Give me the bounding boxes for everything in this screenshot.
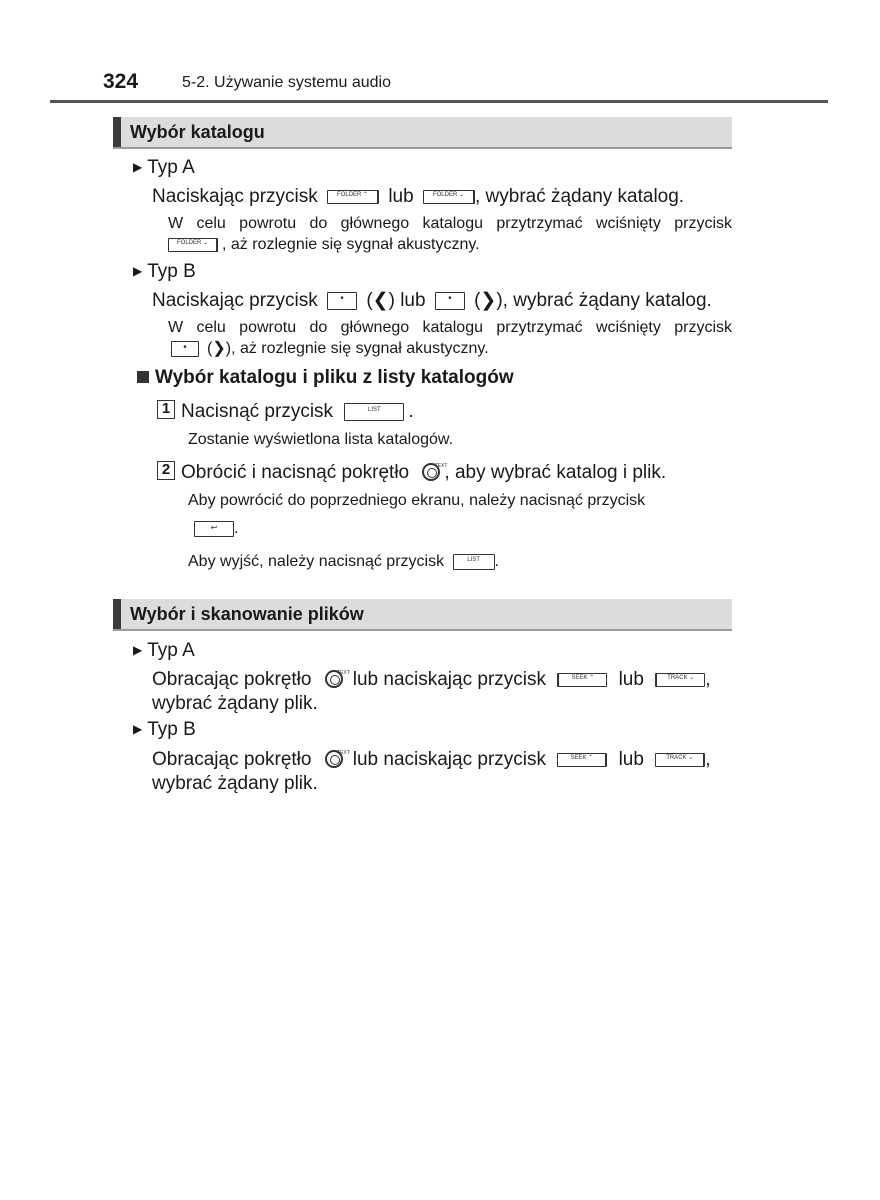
triangle-bullet-icon: ▶ bbox=[133, 264, 143, 278]
files-type-b-line1: Obracając pokrętło TEXT lub naciskając przycisk SEEK ⌃ lub TRACK ⌄ , bbox=[152, 749, 711, 770]
header-rule bbox=[50, 100, 828, 103]
folder-down-button-icon: FOLDER ⌄ bbox=[168, 238, 218, 252]
dot-button-icon: • bbox=[327, 292, 357, 310]
section-header-folder bbox=[113, 117, 732, 149]
dot-button-icon: • bbox=[171, 341, 199, 357]
type-b-note-line2: • (❯), aż rozlegnie się sygnał akustyczny. bbox=[171, 338, 489, 359]
list-button-icon: LIST bbox=[344, 403, 404, 421]
subsection-title: Wybór katalogu i pliku z listy katalogów bbox=[137, 366, 514, 390]
tune-knob-icon: TEXT bbox=[325, 670, 343, 688]
type-b-instruction: Naciskając przycisk • (❮) lub • (❯), wybrać żądany katalog. bbox=[152, 290, 712, 311]
tune-knob-icon: TEXT bbox=[422, 463, 440, 481]
type-a-instruction: Naciskając przycisk FOLDER ⌃ lub FOLDER ⌄ , wybrać żądany katalog. bbox=[152, 186, 685, 207]
files-type-b-line2: wybrać żądany plik. bbox=[152, 773, 318, 794]
type-a-note-line2: FOLDER ⌄ , aż rozlegnie się sygnał akustyczny. bbox=[168, 234, 480, 255]
type-b-note-line1: W celu powrotu do głównego katalogu przytrzymać wciśnięty przycisk bbox=[168, 319, 732, 336]
seek-button-icon: SEEK ⌃ bbox=[557, 753, 607, 767]
files-type-a-label: ▶ Typ A bbox=[133, 640, 195, 661]
files-type-a-line2: wybrać żądany plik. bbox=[152, 693, 318, 714]
files-type-b-label: ▶ Typ B bbox=[133, 719, 196, 740]
type-b-label: ▶ Typ B bbox=[133, 261, 196, 282]
track-button-icon: TRACK ⌄ bbox=[655, 673, 705, 687]
back-button-icon: ↩ bbox=[194, 521, 234, 537]
step-2: 2 Obrócić i nacisnąć pokrętło TEXT , aby wybrać katalog i plik. bbox=[157, 461, 666, 485]
folder-down-button-icon: FOLDER ⌄ bbox=[423, 190, 475, 204]
step-1-note: Zostanie wyświetlona lista katalogów. bbox=[188, 431, 454, 448]
triangle-bullet-icon: ▶ bbox=[133, 643, 143, 657]
section-bar bbox=[113, 117, 121, 147]
dot-button-icon: • bbox=[435, 292, 465, 310]
section-bar bbox=[113, 599, 121, 629]
section-title: Wybór i skanowanie plików bbox=[130, 604, 364, 624]
step-1: 1 Nacisnąć przycisk LIST . bbox=[157, 400, 414, 424]
chapter-title: 5-2. Używanie systemu audio bbox=[182, 74, 391, 91]
triangle-bullet-icon: ▶ bbox=[133, 160, 143, 174]
files-type-a-line1: Obracając pokrętło TEXT lub naciskając przycisk SEEK ⌃ lub TRACK ⌄ , bbox=[152, 669, 711, 690]
step-number-2: 2 bbox=[157, 461, 175, 480]
track-button-icon: TRACK ⌄ bbox=[655, 753, 705, 767]
step-2-note-1: Aby powrócić do poprzedniego ekranu, należy nacisnąć przycisk bbox=[188, 492, 646, 509]
folder-up-button-icon: FOLDER ⌃ bbox=[327, 190, 379, 204]
step-2-note-2: Aby wyjść, należy nacisnąć przycisk LIST . bbox=[188, 553, 499, 570]
type-a-note-line1: W celu powrotu do głównego katalogu przytrzymać wciśnięty przycisk bbox=[168, 215, 732, 232]
triangle-bullet-icon: ▶ bbox=[133, 722, 143, 736]
step-number-1: 1 bbox=[157, 400, 175, 419]
page-number: 324 bbox=[103, 70, 139, 93]
tune-knob-icon: TEXT bbox=[325, 750, 343, 768]
list-button-icon: LIST bbox=[453, 554, 495, 570]
type-a-label: ▶ Typ A bbox=[133, 157, 195, 178]
square-bullet-icon bbox=[137, 371, 149, 383]
section-header-files bbox=[113, 599, 732, 631]
step-2-back: ↩ . bbox=[194, 518, 238, 539]
section-title: Wybór katalogu bbox=[130, 122, 265, 142]
seek-button-icon: SEEK ⌃ bbox=[557, 673, 607, 687]
